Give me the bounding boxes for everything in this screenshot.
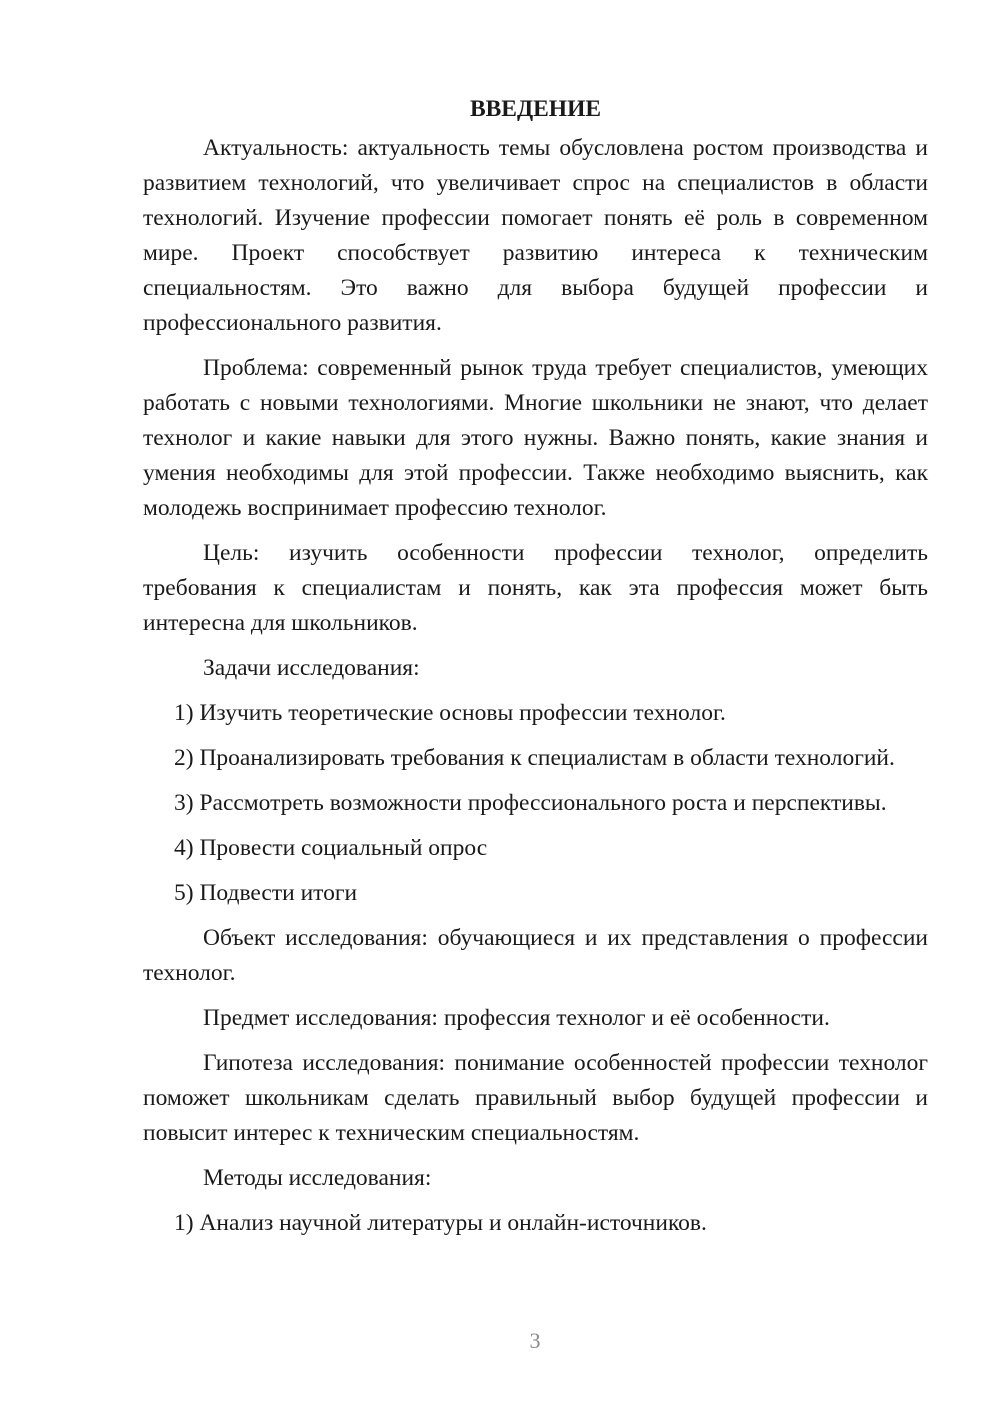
paragraph-object: Объект исследования: обучающиеся и их представления о профессии технолог. xyxy=(143,925,928,986)
paragraph-relevance: Актуальность: актуальность темы обусловлена ростом производства и развитием технологий, что увеличивает спрос на специалистов в области технологий. Изучение профессии помогает понять её роль в современном мире. Проект способствует развитию интереса к техническим специальностям. Это важно для выбора будущей профессии и профессионального развития. xyxy=(143,135,928,336)
task-item-5: 5) Подвести итоги xyxy=(174,880,358,906)
tasks-title: Задачи исследования: xyxy=(203,655,420,681)
paragraph-subject: Предмет исследования: профессия технолог и её особенности. xyxy=(203,1005,830,1031)
method-item-1: 1) Анализ научной литературы и онлайн-источников. xyxy=(174,1210,707,1236)
methods-title: Методы исследования: xyxy=(203,1165,432,1191)
task-item-3: 3) Рассмотреть возможности профессионального роста и перспективы. xyxy=(174,790,887,816)
paragraph-problem: Проблема: современный рынок труда требует специалистов, умеющих работать с новыми технологиями. Многие школьники не знают, что делает технолог и какие навыки для этого нужны. Важно понять, какие знания и умения необходимы для этой профессии. Также необходимо выяснить, как молодежь воспринимает профессию технолог. xyxy=(143,355,928,521)
paragraph-goal: Цель: изучить особенности профессии технолог, определить требования к специалистам и понять, как эта профессия может быть интересна для школьников. xyxy=(143,540,928,636)
paragraph-hypothesis: Гипотеза исследования: понимание особенностей профессии технолог поможет школьникам сделать правильный выбор будущей профессии и повысит интерес к техническим специальностям. xyxy=(143,1050,928,1146)
task-item-4: 4) Провести социальный опрос xyxy=(174,835,488,861)
task-item-2: 2) Проанализировать требования к специалистам в области технологий. xyxy=(174,745,895,771)
page-content xyxy=(143,92,928,1251)
page-number: 3 xyxy=(529,1328,541,1353)
section-heading: ВВЕДЕНИЕ xyxy=(469,96,602,122)
task-item-1: 1) Изучить теоретические основы профессии технолог. xyxy=(174,700,726,726)
